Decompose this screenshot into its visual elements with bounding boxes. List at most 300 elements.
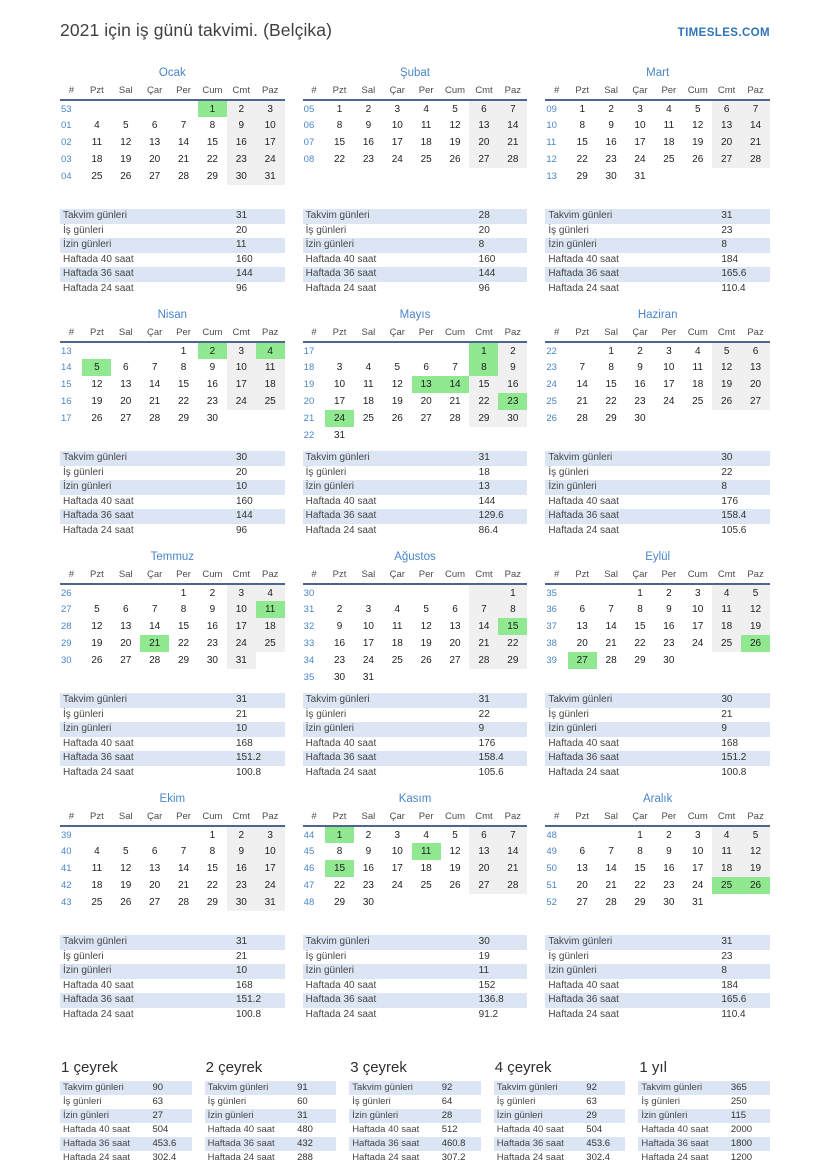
month-block	[60, 67, 285, 296]
month-stats-table	[303, 693, 528, 780]
month-stats-table	[545, 209, 770, 296]
day-cell: 10	[391, 846, 403, 857]
stat-value: 105.6	[478, 766, 504, 778]
week-row	[60, 584, 285, 601]
holiday-day-cell: 14	[441, 376, 470, 393]
day-cell: 29	[177, 655, 190, 666]
day-cell: 28	[149, 655, 161, 666]
day-cell: 10	[663, 362, 675, 373]
day-header-cell: Pzt	[568, 810, 597, 826]
week-row	[60, 652, 285, 669]
day-cell: 17	[227, 376, 256, 393]
summary-block	[349, 1059, 481, 1165]
week-row	[60, 618, 285, 635]
month-title: Ağustos	[394, 551, 436, 563]
day-cell: 17	[692, 863, 704, 874]
day-cell: 7	[151, 362, 158, 373]
day-cell: 26	[120, 897, 132, 908]
stat-row	[60, 509, 285, 524]
stat-label: Haftada 36 saat	[548, 268, 619, 279]
week-row	[303, 877, 528, 894]
summary-stats-table	[638, 1081, 770, 1165]
day-cell: 2	[209, 587, 216, 599]
day-cell	[469, 894, 498, 911]
day-cell: 29	[469, 410, 498, 427]
day-cell	[568, 342, 597, 359]
stat-value: 11	[478, 965, 490, 976]
stat-value: 168	[236, 737, 253, 749]
stat-label: Takvim günleri	[548, 694, 613, 705]
day-cell: 8	[209, 120, 216, 131]
day-cell	[111, 342, 140, 359]
site-link[interactable]: TIMESLES.COM	[677, 27, 770, 39]
day-cell: 31	[227, 652, 256, 669]
month-stats-table	[303, 451, 528, 538]
day-cell: 8	[336, 120, 343, 131]
day-cell: 21	[469, 635, 498, 652]
day-cell: 25	[256, 635, 285, 652]
stat-value: 184	[721, 253, 739, 265]
day-cell	[498, 427, 527, 444]
week-row	[303, 618, 528, 635]
stat-value: 9	[721, 723, 727, 734]
stat-row	[349, 1081, 481, 1095]
week-row	[303, 584, 528, 601]
day-cell: 8	[608, 362, 614, 373]
day-header-cell: Cum	[198, 326, 227, 342]
stat-label: İzin günleri	[641, 1110, 688, 1121]
stat-label: İş günleri	[305, 466, 347, 478]
day-header-cell: Per	[169, 810, 198, 826]
month-block	[545, 309, 770, 538]
month-stats-table	[60, 451, 285, 538]
day-cell: 15	[333, 137, 346, 148]
calendar	[60, 568, 285, 693]
day-cell: 20	[120, 638, 132, 649]
day-cell: 10	[391, 120, 403, 131]
day-cell: 24	[391, 154, 403, 165]
day-cell: 15	[177, 379, 190, 390]
day-cell: 8	[498, 601, 527, 618]
day-cell: 30	[227, 894, 256, 911]
week-number-cell: 46	[303, 863, 315, 874]
day-cell: 14	[149, 379, 161, 390]
stat-row	[205, 1151, 337, 1165]
week-column-header: #	[303, 326, 325, 342]
day-header-cell: Pzt	[82, 326, 111, 342]
stat-row	[60, 722, 285, 737]
stat-row	[303, 766, 528, 781]
day-cell: 19	[712, 376, 741, 393]
day-cell: 4	[712, 826, 741, 843]
month-block	[545, 67, 770, 296]
stat-row	[60, 282, 285, 297]
day-cell: 24	[227, 635, 256, 652]
day-cell	[741, 652, 770, 669]
day-cell	[82, 826, 111, 843]
week-number-cell: 48	[303, 897, 315, 908]
day-header-cell: Per	[412, 568, 441, 584]
day-header-cell: Sal	[111, 568, 140, 584]
day-cell: 24	[391, 880, 403, 891]
calendar-table	[545, 326, 770, 427]
stat-row	[303, 993, 528, 1008]
day-cell: 26	[420, 655, 432, 666]
day-cell: 22	[206, 154, 218, 165]
stat-value: 20	[236, 224, 248, 236]
stat-row	[60, 451, 285, 466]
month-title: Eylül	[645, 551, 671, 563]
month-title: Nisan	[157, 309, 188, 321]
day-header-cell: Pzt	[325, 568, 354, 584]
day-cell: 28	[498, 877, 527, 894]
month-title: Haziran	[637, 309, 678, 321]
day-cell: 6	[579, 604, 585, 615]
day-cell: 22	[605, 396, 617, 407]
month-title: Mart	[646, 67, 670, 79]
stat-row	[205, 1109, 337, 1123]
day-cell: 20	[712, 134, 741, 151]
month-stats-table	[545, 451, 770, 538]
day-cell: 17	[391, 863, 403, 874]
header	[60, 20, 770, 41]
day-cell: 26	[120, 171, 132, 182]
day-header-cell: Per	[412, 810, 441, 826]
day-cell: 7	[498, 826, 527, 843]
stat-row	[638, 1081, 770, 1095]
stat-value: 8	[721, 239, 727, 250]
day-header-row	[60, 326, 285, 342]
stat-row	[545, 979, 770, 994]
day-cell	[712, 652, 741, 669]
day-cell: 6	[579, 846, 585, 857]
week-row	[60, 410, 285, 427]
stat-row	[303, 495, 528, 510]
week-number-cell: 26	[546, 413, 557, 424]
stat-value: 9	[478, 723, 485, 734]
holiday-day-cell: 15	[325, 860, 354, 877]
day-cell	[469, 427, 498, 444]
week-number-cell: 27	[61, 604, 72, 615]
week-row	[303, 359, 528, 376]
stat-row	[60, 1151, 192, 1165]
summary-title: 4 çeyrek	[494, 1059, 552, 1076]
day-cell: 7	[180, 846, 187, 857]
day-header-cell: Paz	[498, 84, 527, 100]
day-cell: 18	[91, 154, 103, 165]
holiday-day-cell: 13	[412, 376, 441, 393]
stat-label: Haftada 40 saat	[548, 979, 619, 991]
day-cell: 5	[423, 604, 429, 615]
stat-row	[60, 524, 285, 539]
day-cell: 31	[256, 168, 285, 185]
holiday-day-cell: 25	[712, 877, 741, 894]
month-title: Aralık	[642, 793, 673, 805]
day-cell: 16	[362, 863, 374, 874]
day-cell: 5	[741, 584, 770, 601]
week-number-cell: 13	[546, 171, 557, 182]
day-cell: 11	[712, 843, 741, 860]
stat-label: Takvim günleri	[496, 1082, 558, 1093]
day-cell: 11	[392, 621, 403, 632]
week-row	[545, 894, 770, 911]
day-cell: 18	[256, 376, 285, 393]
day-cell: 17	[256, 860, 285, 877]
stat-value: 30	[236, 452, 248, 463]
stat-row	[60, 224, 285, 239]
day-cell: 4	[94, 120, 100, 131]
day-cell: 6	[712, 100, 741, 117]
summary-title: 1 çeyrek	[61, 1059, 118, 1076]
day-cell: 29	[576, 171, 588, 182]
day-cell: 20	[449, 638, 461, 649]
stat-row	[60, 1109, 192, 1123]
week-row	[303, 342, 528, 359]
stat-value: 302.4	[586, 1152, 611, 1163]
day-cell: 21	[498, 860, 527, 877]
week-number-cell: 09	[546, 103, 557, 115]
stat-row	[60, 1095, 192, 1109]
day-cell: 20	[149, 154, 161, 165]
summary-title: 1 yıl	[639, 1059, 667, 1076]
week-row	[303, 410, 528, 427]
week-row	[303, 601, 528, 618]
holiday-day-cell: 2	[198, 342, 227, 359]
stat-label: İzin günleri	[548, 481, 597, 492]
day-cell: 10	[333, 379, 346, 390]
stat-label: Haftada 36 saat	[641, 1138, 709, 1149]
stat-value: 480	[297, 1124, 313, 1135]
stat-label: Takvim günleri	[207, 1082, 269, 1093]
stat-value: 129.6	[478, 510, 504, 521]
stat-row	[545, 466, 770, 481]
stat-label: Haftada 40 saat	[63, 253, 134, 265]
day-cell: 18	[91, 880, 103, 891]
day-cell: 23	[663, 880, 675, 891]
stat-label: Haftada 24 saat	[63, 1152, 131, 1163]
stat-row	[303, 466, 528, 481]
day-cell: 26	[391, 413, 403, 424]
stat-value: 96	[236, 282, 248, 294]
stat-label: Haftada 40 saat	[63, 979, 134, 991]
day-cell: 14	[149, 621, 161, 632]
day-cell: 5	[694, 103, 701, 115]
stat-label: İş günleri	[63, 708, 104, 720]
day-cell: 11	[91, 863, 103, 874]
summary-stats-table	[205, 1081, 337, 1165]
stat-value: 8	[478, 239, 485, 250]
week-number-cell: 41	[61, 863, 72, 874]
stat-row	[60, 267, 285, 282]
week-number-cell: 18	[303, 362, 315, 373]
day-cell: 11	[91, 137, 103, 148]
month-stats-table	[303, 935, 528, 1022]
day-cell: 4	[423, 829, 429, 841]
day-header-cell: Cmt	[469, 568, 498, 584]
stat-row	[545, 708, 770, 723]
week-row	[545, 860, 770, 877]
day-header-cell: Sal	[597, 326, 626, 342]
day-cell	[683, 410, 712, 427]
day-cell: 24	[692, 880, 704, 891]
stat-row	[60, 1081, 192, 1095]
day-cell: 30	[663, 897, 675, 908]
day-cell: 13	[120, 379, 132, 390]
stat-value: 91	[297, 1082, 308, 1093]
summary-title: 2 çeyrek	[205, 1059, 263, 1076]
day-cell	[741, 894, 770, 911]
day-cell	[383, 584, 412, 601]
day-header-cell: Sal	[354, 326, 383, 342]
day-cell: 18	[362, 396, 374, 407]
holiday-day-cell: 1	[325, 826, 354, 843]
day-cell: 2	[336, 604, 343, 615]
stat-value: 288	[297, 1152, 313, 1163]
day-header-cell: Paz	[256, 326, 285, 342]
day-header-cell: Cmt	[469, 326, 498, 342]
month-block	[60, 793, 285, 1022]
day-cell	[82, 100, 111, 117]
stat-value: 86.4	[478, 524, 499, 536]
week-column-header: #	[60, 810, 82, 826]
day-header-cell: Çar	[140, 810, 169, 826]
day-cell: 3	[694, 587, 701, 599]
stat-row	[60, 1137, 192, 1151]
day-cell: 3	[227, 342, 256, 359]
day-cell: 30	[498, 410, 527, 427]
week-number-cell: 23	[546, 362, 557, 373]
day-cell: 27	[149, 897, 161, 908]
day-header-cell: Sal	[111, 810, 140, 826]
week-column-header: #	[545, 84, 567, 100]
stat-label: Haftada 40 saat	[63, 737, 134, 749]
calendar-table	[60, 810, 285, 911]
day-header-cell: Pzt	[325, 84, 354, 100]
summary-stats-table	[494, 1081, 626, 1165]
stat-label: Takvim günleri	[63, 694, 127, 705]
day-cell: 18	[256, 618, 285, 635]
day-header-cell: Çar	[626, 810, 655, 826]
day-cell: 21	[605, 880, 617, 891]
day-cell: 10	[227, 359, 256, 376]
stat-value: 23	[721, 950, 733, 962]
week-column-header: #	[60, 568, 82, 584]
day-cell	[441, 894, 470, 911]
day-cell	[498, 894, 527, 911]
week-number-cell: 30	[61, 655, 72, 666]
stat-row	[545, 964, 770, 979]
stat-label: İş günleri	[63, 1096, 102, 1107]
day-header-cell: Cum	[683, 326, 712, 342]
month-stats-table	[60, 209, 285, 296]
holiday-day-cell: 26	[741, 877, 770, 894]
week-number-cell: 30	[303, 587, 315, 599]
stat-label: İzin günleri	[305, 239, 355, 250]
week-number-cell: 11	[546, 137, 557, 148]
summary-stats-table	[60, 1081, 192, 1165]
day-cell	[712, 168, 741, 185]
day-cell: 31	[256, 894, 285, 911]
stat-row	[638, 1137, 770, 1151]
day-cell: 10	[227, 601, 256, 618]
stat-label: Haftada 36 saat	[63, 268, 134, 279]
day-cell: 4	[256, 584, 285, 601]
day-cell: 29	[634, 655, 646, 666]
stat-label: İzin günleri	[63, 481, 112, 492]
day-cell: 11	[256, 359, 285, 376]
day-cell: 4	[694, 345, 701, 357]
day-cell: 3	[227, 584, 256, 601]
day-header-cell: Cum	[441, 568, 470, 584]
day-cell: 30	[362, 897, 374, 908]
day-header-cell: Paz	[498, 568, 527, 584]
week-number-cell: 02	[61, 137, 72, 148]
day-cell: 14	[498, 117, 527, 134]
stat-label: Haftada 36 saat	[548, 994, 619, 1005]
month-stats-table	[303, 209, 528, 296]
week-row	[60, 100, 285, 117]
day-cell: 30	[333, 672, 346, 683]
week-number-cell: 22	[546, 345, 557, 357]
day-cell	[469, 669, 498, 686]
day-header-cell: Çar	[140, 326, 169, 342]
day-cell: 28	[177, 897, 190, 908]
week-number-cell: 32	[303, 621, 315, 632]
stat-value: 302.4	[152, 1152, 177, 1163]
stat-row	[303, 708, 528, 723]
stat-row	[545, 495, 770, 510]
day-cell: 19	[91, 638, 103, 649]
day-cell: 7	[180, 120, 187, 131]
week-row	[60, 117, 285, 134]
stat-value: 144	[236, 268, 253, 279]
month-block	[303, 793, 528, 1022]
day-cell	[741, 168, 770, 185]
day-cell: 18	[712, 860, 741, 877]
day-cell	[111, 826, 140, 843]
day-cell	[568, 584, 597, 601]
summary-block	[60, 1059, 192, 1165]
day-cell: 25	[420, 154, 432, 165]
day-header-cell: Paz	[741, 326, 770, 342]
day-cell: 7	[469, 601, 498, 618]
day-cell: 27	[149, 171, 161, 182]
stat-value: 8	[721, 481, 727, 492]
day-cell	[140, 584, 169, 601]
day-cell: 19	[449, 137, 461, 148]
day-cell	[412, 669, 441, 686]
stat-row	[349, 1095, 481, 1109]
stat-value: 22	[721, 466, 733, 478]
day-cell: 2	[498, 342, 527, 359]
day-cell	[111, 584, 140, 601]
day-cell: 6	[151, 120, 158, 131]
week-row	[545, 376, 770, 393]
stat-label: İş günleri	[548, 224, 589, 236]
day-header-cell: Pzt	[568, 326, 597, 342]
day-header-cell: Sal	[597, 568, 626, 584]
day-cell: 3	[256, 100, 285, 117]
day-cell	[597, 826, 626, 843]
week-row	[303, 117, 528, 134]
stat-value: 30	[721, 452, 733, 463]
stat-value: 19	[478, 950, 490, 962]
day-cell: 25	[692, 396, 704, 407]
stat-value: 21	[721, 708, 733, 720]
day-cell: 20	[149, 880, 161, 891]
stat-value: 100.8	[721, 766, 747, 778]
week-row	[60, 635, 285, 652]
